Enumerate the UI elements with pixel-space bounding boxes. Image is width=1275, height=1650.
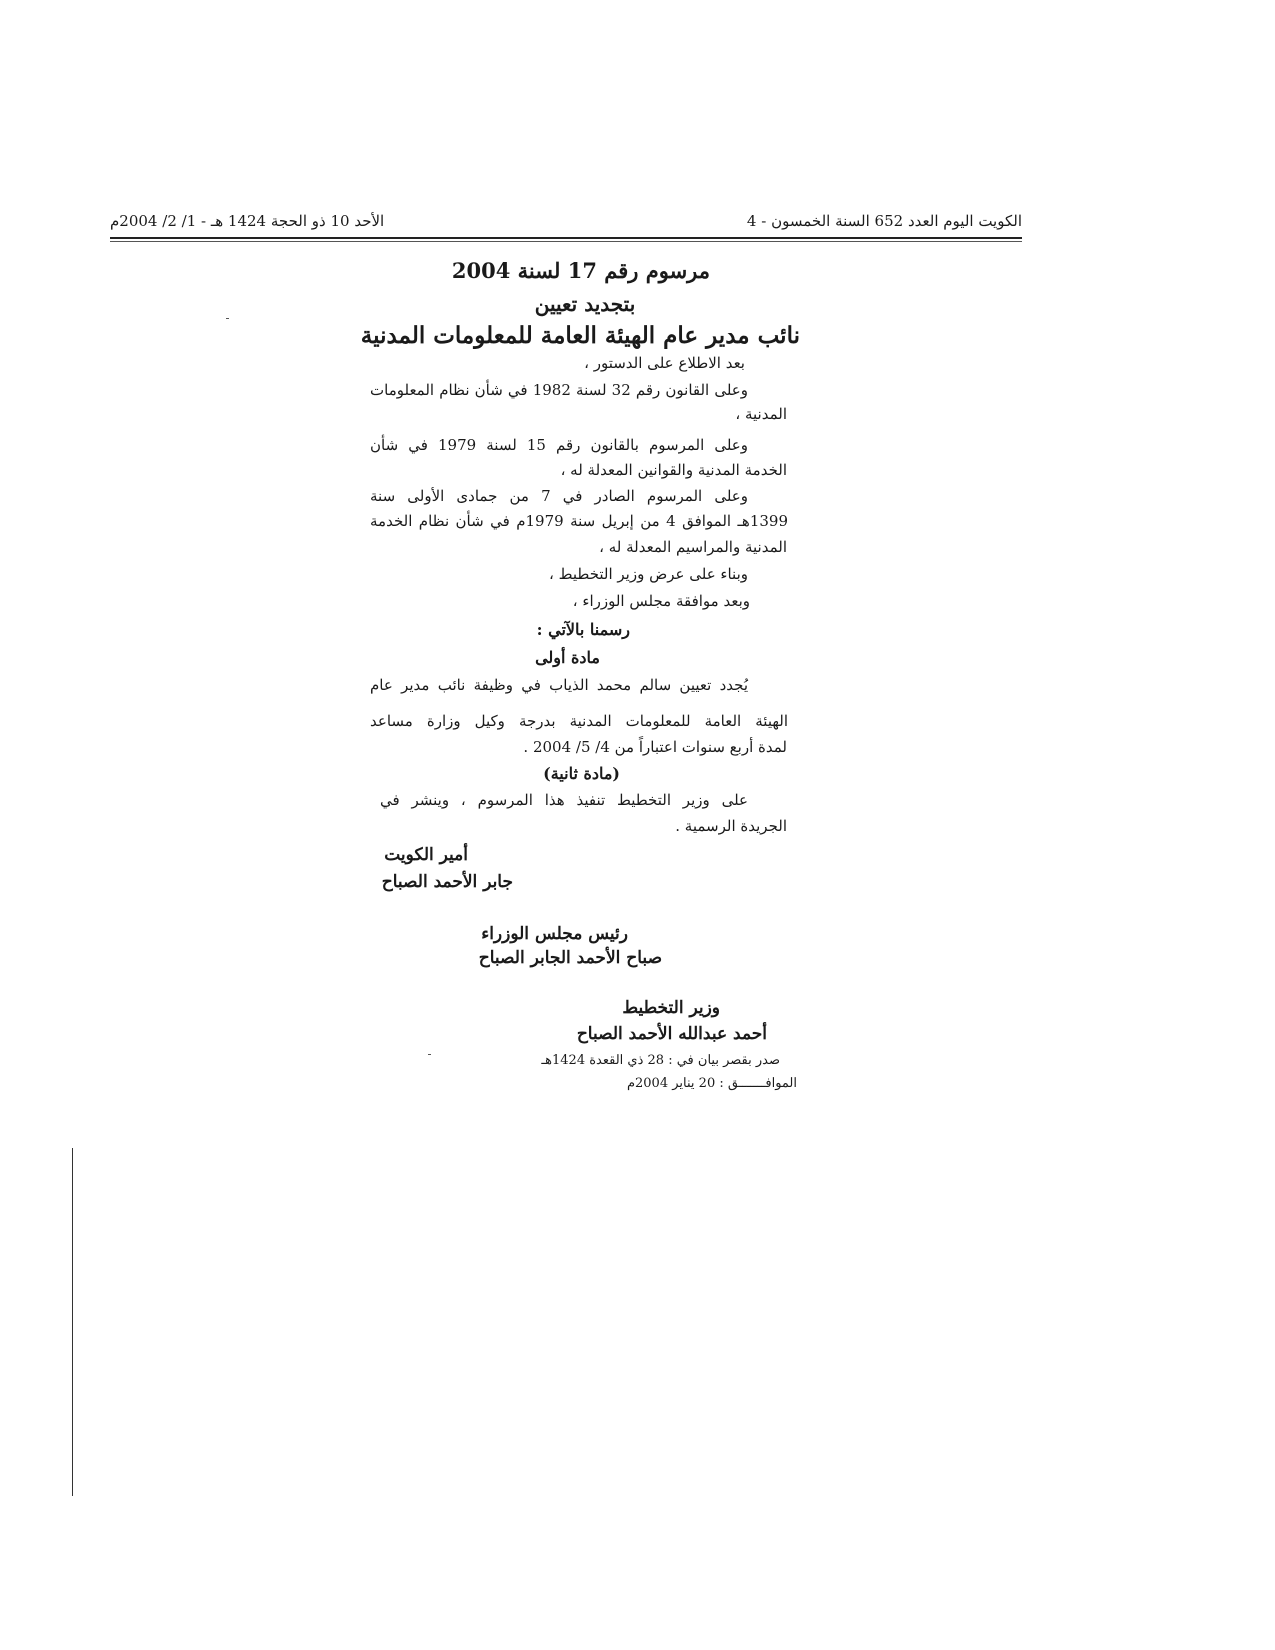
minister-name: أحمد عبدالله الأحمد الصباح: [576, 1024, 767, 1044]
article1-line: الهيئة العامة للمعلومات المدنية بدرجة وكيل وزارة مساعد: [370, 712, 788, 730]
preamble-line: وبناء على عرض وزير التخطيط ،: [549, 565, 748, 583]
header-rule-thick: [110, 237, 1022, 239]
scan-speck: [428, 1054, 431, 1055]
preamble-line: 1399هـ الموافق 4 من إبريل سنة 1979م في شأن نظام الخدمة: [370, 512, 788, 530]
preamble-line: وبعد موافقة مجلس الوزراء ،: [572, 592, 750, 610]
header-publication: الكويت اليوم العدد 652 السنة الخمسون - 4: [746, 212, 1022, 230]
pm-title: رئيس مجلس الوزراء: [481, 924, 628, 944]
article2-line: الجريدة الرسمية .: [675, 817, 787, 835]
pm-name: صباح الأحمد الجابر الصباح: [478, 948, 662, 968]
article2-title: (مادة ثانية): [543, 764, 620, 783]
preamble-line: المدنية والمراسيم المعدلة له ،: [599, 538, 787, 556]
header-rule-thin: [110, 241, 1022, 242]
preamble-line: الخدمة المدنية والقوانين المعدلة له ،: [560, 461, 787, 479]
article1-line: لمدة أربع سنوات اعتباراً من 4/ 5/ 2004 .: [523, 738, 787, 756]
decree-number: مرسوم رقم 17 لسنة 2004: [451, 258, 710, 283]
preamble-line: وعلى المرسوم الصادر في 7 من جمادى الأولى سنة: [370, 487, 748, 505]
article1-title: مادة أولى: [535, 648, 600, 667]
decree-intro: رسمنا بالآتي :: [536, 620, 630, 639]
issued-place-date: صدر بقصر بيان في : 28 ذي القعدة 1424هـ: [541, 1053, 780, 1068]
header-date: الأحد 10 ذو الحجة 1424 هـ - 1/ 2/ 2004م: [110, 212, 385, 230]
preamble-line: وعلى القانون رقم 32 لسنة 1982 في شأن نظام المعلومات: [370, 381, 749, 399]
article2-line: على وزير التخطيط تنفيذ هذا المرسوم ، وينشر في: [380, 791, 748, 809]
emir-title: أمير الكويت: [384, 845, 468, 865]
scan-speck: [226, 318, 229, 319]
preamble-line: المدنية ،: [735, 405, 787, 423]
scan-margin-line: [72, 1148, 73, 1496]
preamble-line: بعد الاطلاع على الدستور ،: [584, 354, 745, 372]
article1-line: يُجدد تعيين سالم محمد الذياب في وظيفة نائب مدير عام: [370, 676, 748, 694]
minister-title: وزير التخطيط: [622, 998, 720, 1018]
issued-gregorian-date: الموافـــــــق : 20 يناير 2004م: [626, 1076, 797, 1091]
page-header: [110, 212, 1022, 238]
decree-title: نائب مدير عام الهيئة العامة للمعلومات المدنية: [360, 322, 800, 349]
emir-name: جابر الأحمد الصباح: [381, 872, 513, 892]
preamble-line: وعلى المرسوم بالقانون رقم 15 لسنة 1979 في شأن: [370, 436, 748, 454]
decree-subject: بتجديد تعيين: [534, 292, 636, 316]
